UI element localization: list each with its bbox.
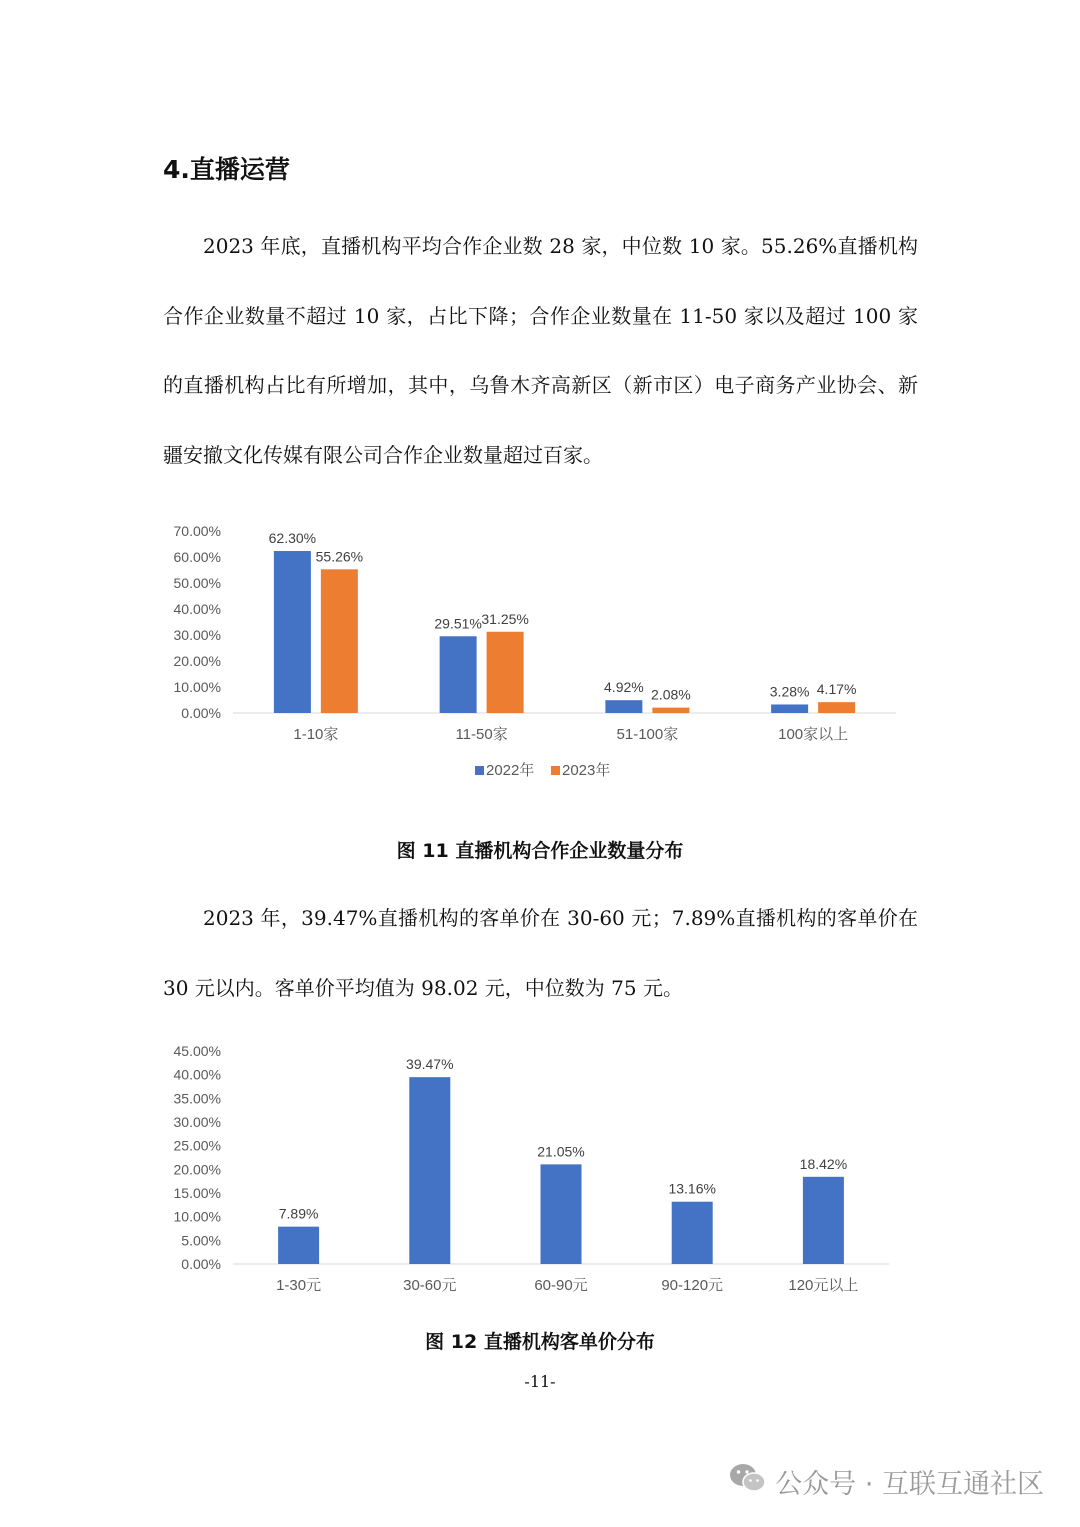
bar <box>278 1227 319 1264</box>
data-label: 4.92% <box>604 679 644 696</box>
y-tick-label: 70.00% <box>173 523 221 539</box>
bar <box>487 632 524 713</box>
y-tick-label: 30.00% <box>173 1114 221 1130</box>
y-tick-label: 40.00% <box>173 601 221 617</box>
bar <box>803 1177 844 1264</box>
data-label: 2.08% <box>651 686 691 703</box>
chart-avg-order-value <box>0 1030 1080 1310</box>
bar <box>818 702 855 713</box>
y-tick-label: 10.00% <box>173 679 221 695</box>
figure-12-caption: 图 12 直播机构客单价分布 <box>425 1331 655 1353</box>
y-tick-label: 5.00% <box>181 1232 221 1249</box>
legend-swatch <box>551 766 560 775</box>
x-tick-label: 120元以上 <box>788 1277 859 1294</box>
data-label: 3.28% <box>769 683 810 700</box>
x-tick-label: 1-10家 <box>293 726 339 743</box>
data-label: 31.25% <box>481 610 529 627</box>
data-label: 18.42% <box>799 1155 848 1172</box>
x-tick-label: 51-100家 <box>616 726 679 743</box>
y-tick-label: 35.00% <box>173 1090 221 1107</box>
wechat-icon <box>729 1462 767 1501</box>
y-tick-label: 60.00% <box>173 549 221 565</box>
bar <box>605 700 642 713</box>
watermark-text: 公众号 · 互联互通社区 <box>775 1469 1044 1500</box>
x-tick-label: 30-60元 <box>403 1277 457 1294</box>
page-number: -11- <box>524 1372 556 1391</box>
bar <box>409 1077 450 1264</box>
watermark <box>729 1462 1044 1501</box>
bar <box>771 704 808 713</box>
figure-11-caption: 图 11 直播机构合作企业数量分布 <box>396 840 684 862</box>
y-tick-label: 0.00% <box>181 705 221 721</box>
x-tick-label: 1-30元 <box>276 1277 322 1294</box>
bar <box>672 1202 713 1264</box>
paragraph-2: 2023 年，39.47%直播机构的客单价在 30-60 元；7.89%直播机构的客单价在 30 元以内。客单价平均值为 98.02 元，中位数为 75 元。 <box>163 906 918 1000</box>
data-label: 7.89% <box>278 1205 319 1222</box>
data-label: 21.05% <box>537 1143 585 1160</box>
y-tick-label: 15.00% <box>173 1185 221 1201</box>
section-heading: 4.直播运营 <box>163 155 290 184</box>
data-label: 39.47% <box>406 1056 454 1073</box>
y-tick-label: 10.00% <box>173 1208 221 1225</box>
bar <box>652 708 689 713</box>
y-tick-label: 45.00% <box>173 1043 221 1059</box>
bar <box>440 636 477 713</box>
paragraph-1: 2023 年底，直播机构平均合作企业数 28 家，中位数 10 家。55.26%直播机构合作企业数量不超过 10 家，占比下降；合作企业数量在 11-50 家以及超过 100 家的直播机构占比有所增加，其中，乌鲁木齐高新区（新市区）电子商务产业协会、新疆安撤文化传媒有限公司合作企业数量超过百家。 <box>163 234 918 467</box>
y-tick-label: 20.00% <box>173 653 221 669</box>
y-tick-label: 40.00% <box>173 1066 221 1083</box>
y-tick-label: 50.00% <box>173 575 221 591</box>
chart-cooperation-count <box>0 510 1080 790</box>
bar <box>321 569 358 713</box>
legend-label: 2023年 <box>562 762 611 779</box>
x-tick-label: 60-90元 <box>534 1277 588 1294</box>
data-label: 62.30% <box>268 530 317 547</box>
x-tick-label: 11-50家 <box>455 726 508 743</box>
y-tick-label: 20.00% <box>173 1161 221 1178</box>
x-tick-label: 100家以上 <box>778 726 849 743</box>
legend-label: 2022年 <box>486 762 535 779</box>
legend-swatch <box>475 766 484 775</box>
data-label: 13.16% <box>668 1180 716 1197</box>
y-tick-label: 0.00% <box>181 1256 221 1272</box>
x-tick-label: 90-120元 <box>661 1277 724 1294</box>
bar <box>274 551 311 713</box>
bar <box>541 1164 582 1264</box>
data-label: 29.51% <box>434 615 482 632</box>
data-label: 4.17% <box>816 681 857 698</box>
y-tick-label: 25.00% <box>173 1137 221 1154</box>
data-label: 55.26% <box>315 548 364 565</box>
y-tick-label: 30.00% <box>173 627 221 643</box>
